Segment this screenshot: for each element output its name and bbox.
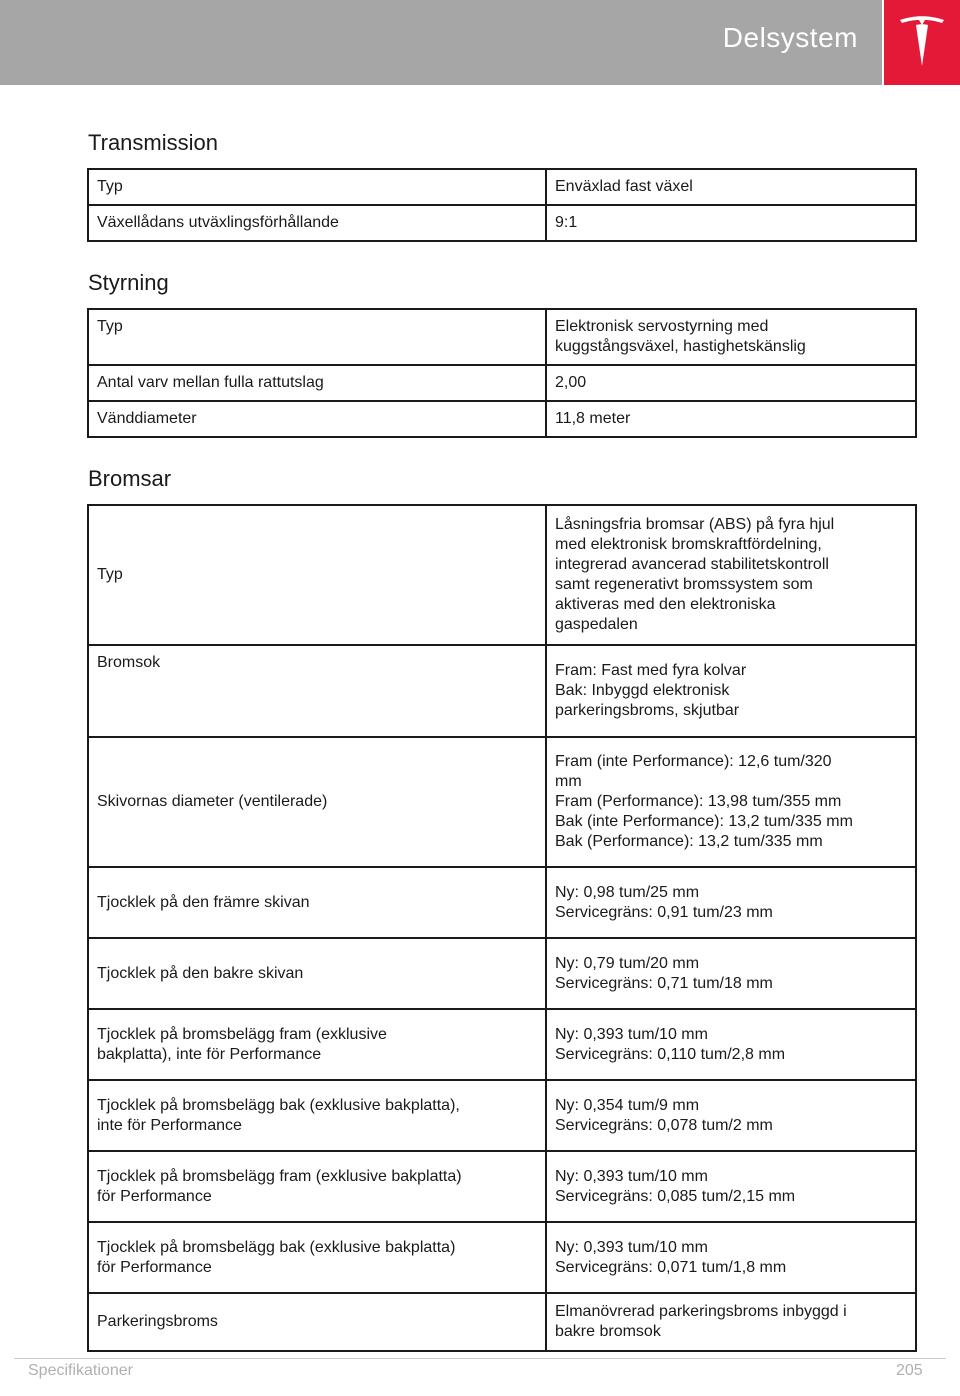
brand-logo-box [884, 0, 960, 85]
steering-table [87, 308, 917, 438]
row-value: 2,00 [546, 365, 916, 401]
table-row [88, 365, 916, 401]
table-row [88, 867, 916, 938]
row-value: Ny: 0,98 tum/25 mm Servicegräns: 0,91 tum/23 mm [546, 867, 916, 938]
row-label: Antal varv mellan fulla rattutslag [88, 365, 546, 401]
row-label: Typ [88, 309, 546, 365]
row-value: Ny: 0,354 tum/9 mm Servicegräns: 0,078 tum/2 mm [546, 1080, 916, 1151]
row-value: Enväxlad fast växel [546, 169, 916, 205]
table-row [88, 1009, 916, 1080]
tesla-logo-icon [898, 14, 946, 70]
table-row [88, 169, 916, 205]
row-label: Typ [88, 169, 546, 205]
row-label: Tjocklek på bromsbelägg bak (exklusive bakplatta) för Performance [88, 1222, 546, 1293]
row-label: Skivornas diameter (ventilerade) [88, 737, 546, 867]
row-value: Elektronisk servostyrning med kuggstångsväxel, hastighetskänslig [546, 309, 916, 365]
row-label: Bromsok [88, 645, 546, 737]
row-label: Vänddiameter [88, 401, 546, 437]
row-value: Ny: 0,79 tum/20 mm Servicegräns: 0,71 tum/18 mm [546, 938, 916, 1009]
row-label: Typ [88, 505, 546, 645]
row-value: Fram (inte Performance): 12,6 tum/320 mm Fram (Performance): 13,98 tum/355 mm Bak (inte Performance): 13,2 tum/335 mm Bak (Performance): 13,2 tum/335 mm [546, 737, 916, 867]
table-row [88, 737, 916, 867]
row-value: Fram: Fast med fyra kolvar Bak: Inbyggd elektronisk parkeringsbroms, skjutbar [546, 645, 916, 737]
row-label: Tjocklek på den bakre skivan [88, 938, 546, 1009]
row-value: 9:1 [546, 205, 916, 241]
row-value: Ny: 0,393 tum/10 mm Servicegräns: 0,110 tum/2,8 mm [546, 1009, 916, 1080]
section-title-transmission: Transmission [88, 130, 218, 155]
row-label: Tjocklek på den främre skivan [88, 867, 546, 938]
table-row [88, 1151, 916, 1222]
row-value: Låsningsfria bromsar (ABS) på fyra hjul med elektronisk bromskraftfördelning, integrerad avancerad stabilitetskontroll samt regenerativt bromssystem som aktiveras med den elektroniska gaspedalen [546, 505, 916, 645]
row-value: Elmanövrerad parkeringsbroms inbyggd i bakre bromsok [546, 1293, 916, 1351]
header-bar [0, 0, 882, 85]
transmission-table [87, 168, 917, 242]
table-row [88, 645, 916, 737]
table-row [88, 1080, 916, 1151]
brakes-table [87, 504, 917, 1352]
page-number: 205 [896, 1362, 923, 1379]
table-row [88, 309, 916, 365]
section-title-brakes: Bromsar [88, 466, 172, 491]
row-value: 11,8 meter [546, 401, 916, 437]
table-row [88, 205, 916, 241]
table-row [88, 505, 916, 645]
row-value: Ny: 0,393 tum/10 mm Servicegräns: 0,085 tum/2,15 mm [546, 1151, 916, 1222]
row-label: Tjocklek på bromsbelägg fram (exklusive bakplatta) för Performance [88, 1151, 546, 1222]
footer-section-name: Specifikationer [28, 1362, 133, 1379]
table-row [88, 1222, 916, 1293]
table-row [88, 1293, 916, 1351]
row-label: Tjocklek på bromsbelägg bak (exklusive bakplatta), inte för Performance [88, 1080, 546, 1151]
footer-divider [14, 1358, 946, 1359]
row-label: Tjocklek på bromsbelägg fram (exklusive bakplatta), inte för Performance [88, 1009, 546, 1080]
row-label: Växellådans utväxlingsförhållande [88, 205, 546, 241]
row-label: Parkeringsbroms [88, 1293, 546, 1351]
page-header-title: Delsystem [722, 22, 858, 53]
section-title-steering: Styrning [88, 270, 169, 295]
table-row [88, 938, 916, 1009]
table-row [88, 401, 916, 437]
row-value: Ny: 0,393 tum/10 mm Servicegräns: 0,071 tum/1,8 mm [546, 1222, 916, 1293]
